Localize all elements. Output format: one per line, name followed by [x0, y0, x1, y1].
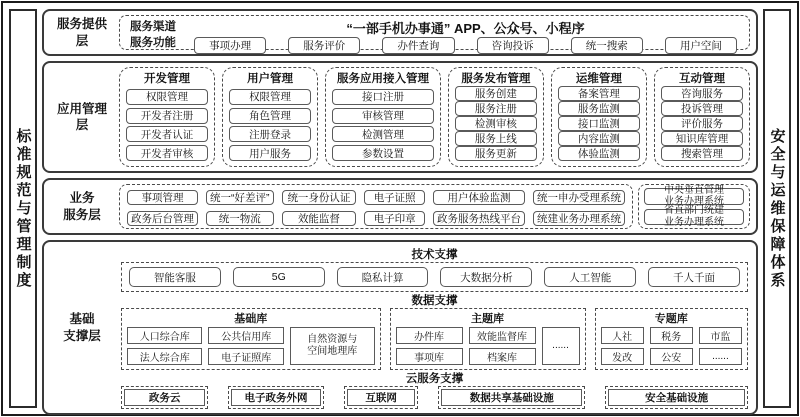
layer-foundation-support — [42, 240, 758, 415]
app-item-box: 开发者认证 — [126, 126, 208, 142]
diagram-frame — [1, 1, 799, 416]
app-column-ops — [551, 67, 647, 167]
app-item-box: 服务监测 — [558, 101, 640, 116]
business-item-box: 电子证照 — [364, 190, 425, 205]
app-item-box: 评价服务 — [661, 116, 743, 131]
app-column-access — [325, 67, 441, 167]
service-function-box: 服务评价 — [288, 37, 360, 54]
db-cell: ...... — [699, 348, 742, 365]
cloud-support-title: 云服务支撑 — [405, 373, 464, 385]
diagram-main — [42, 9, 758, 408]
tech-item-box: 智能客服 — [129, 267, 221, 287]
app-column-publish — [448, 67, 544, 167]
tech-item-box: 千人千面 — [648, 267, 740, 287]
service-function-box: 事项办理 — [194, 37, 266, 54]
cloud-item-box: 电子政务外网 — [228, 386, 324, 409]
app-item-box: 检测审核 — [455, 116, 537, 131]
app-item-box: 审核管理 — [332, 108, 434, 124]
business-item-box: 事项管理 — [127, 190, 198, 205]
app-column-interaction — [654, 67, 750, 167]
app-item-box: 服务上线 — [455, 131, 537, 146]
business-item-box: 统一申办受理系统 — [533, 190, 625, 205]
app-item-box: 服务注册 — [455, 101, 537, 116]
theme-library-group — [390, 308, 586, 370]
app-item-box: 权限管理 — [126, 89, 208, 105]
business-item-box: 统一“好差评” — [206, 190, 274, 205]
business-item-box: 用户体验监测 — [433, 190, 525, 205]
app-item-box: 内容监测 — [558, 131, 640, 146]
external-system-box: 省直部门统建 业务办理系统 — [644, 209, 744, 226]
db-cell: 法人综合库 — [127, 348, 202, 365]
layer-label: 基础 支撑层 — [63, 312, 101, 343]
column-title: 运维管理 — [575, 73, 622, 85]
service-function-box: 咨询投诉 — [477, 37, 549, 54]
app-item-box: 服务更新 — [455, 146, 537, 161]
layer-label: 应用管理 层 — [56, 101, 107, 132]
cloud-item-box: 互联网 — [344, 386, 418, 409]
service-function-row — [190, 37, 741, 54]
business-item-box: 统一物流 — [206, 211, 274, 226]
business-item-box: 政务服务热线平台 — [433, 211, 525, 226]
app-item-box: 开发者注册 — [126, 108, 208, 124]
db-cell: 人口综合库 — [127, 327, 202, 344]
tech-support-row — [121, 262, 748, 292]
service-channel-label: 服务渠道 — [130, 21, 176, 33]
app-columns — [119, 67, 750, 167]
business-item-box: 电子印章 — [364, 211, 425, 226]
db-cell: 电子证照库 — [208, 348, 283, 365]
app-item-box: 咨询服务 — [661, 86, 743, 101]
db-cell: 办件库 — [396, 327, 463, 344]
group-title: 基础库 — [234, 313, 268, 325]
app-item-box: 权限管理 — [229, 89, 311, 105]
service-function-box: 统一搜索 — [571, 37, 643, 54]
tech-item-box: 5G — [233, 267, 325, 287]
basic-library-group — [121, 308, 381, 370]
service-function-box: 办件查询 — [382, 37, 454, 54]
business-grid — [119, 184, 633, 229]
layer-label: 业务 服务层 — [63, 191, 101, 222]
column-title: 服务应用接入管理 — [336, 73, 429, 85]
business-item-box: 统一身份认证 — [282, 190, 357, 205]
db-cell: 事项库 — [396, 348, 463, 365]
cloud-item-box: 安全基础设施 — [605, 386, 748, 409]
service-function-label: 服务功能 — [130, 37, 176, 49]
app-item-box: 接口监测 — [558, 116, 640, 131]
db-cell: 档案库 — [469, 348, 536, 365]
app-item-box: 知识库管理 — [661, 131, 743, 146]
right-pillar — [763, 9, 791, 408]
right-pillar-label: 安全与运维保障体系 — [768, 127, 786, 290]
app-item-box: 接口注册 — [332, 89, 434, 105]
db-cell: 公安 — [650, 348, 693, 365]
db-cell: 人社 — [601, 327, 644, 344]
app-item-box: 体验监测 — [558, 146, 640, 161]
layer-service-provision — [42, 9, 758, 56]
db-cell-tall: 自然资源与 空间地理库 — [290, 327, 375, 365]
column-title: 互动管理 — [678, 73, 725, 85]
business-item-box: 政务后台管理 — [127, 211, 198, 226]
app-item-box: 备案管理 — [558, 86, 640, 101]
app-column-dev — [119, 67, 215, 167]
app-item-box: 注册登录 — [229, 126, 311, 142]
app-item-box: 搜索管理 — [661, 146, 743, 161]
foundation-content — [119, 246, 750, 409]
layer-label: 服务提供 层 — [56, 17, 107, 48]
left-pillar — [9, 9, 37, 408]
cloud-item-box: 政务云 — [121, 386, 208, 409]
special-library-group — [595, 308, 748, 370]
app-channels-title: “一部手机办事通” APP、公众号、小程序 — [346, 21, 585, 36]
group-title: 主题库 — [471, 313, 505, 325]
app-item-box: 角色管理 — [229, 108, 311, 124]
app-item-box: 用户服务 — [229, 145, 311, 161]
db-cell: 市监 — [699, 327, 742, 344]
tech-item-box: 大数据分析 — [440, 267, 532, 287]
app-item-box: 投诉管理 — [661, 101, 743, 116]
data-support-title: 数据支撑 — [411, 295, 458, 307]
left-pillar-label: 标准规范与管理制度 — [14, 127, 32, 290]
db-cell-more: ...... — [542, 327, 580, 365]
db-cell: 公共信用库 — [208, 327, 283, 344]
service-content-box — [119, 15, 750, 50]
cloud-support-row — [121, 386, 748, 409]
app-column-user — [222, 67, 318, 167]
db-cell: 税务 — [650, 327, 693, 344]
group-title: 专题库 — [654, 313, 688, 325]
tech-support-title: 技术支撑 — [411, 249, 458, 261]
app-item-box: 开发者审核 — [126, 145, 208, 161]
tech-item-box: 人工智能 — [544, 267, 636, 287]
service-right — [190, 18, 741, 52]
app-item-box: 检测管理 — [332, 126, 434, 142]
service-function-box: 用户空间 — [665, 37, 737, 54]
layer-business-service — [42, 178, 758, 235]
external-system-box: 中央垂直管理 业务办理系统 — [644, 188, 744, 205]
external-systems-box — [638, 184, 750, 229]
data-support-row — [121, 308, 748, 370]
db-cell: 发改 — [601, 348, 644, 365]
tech-item-box: 隐私计算 — [337, 267, 429, 287]
column-title: 服务发布管理 — [461, 73, 531, 85]
app-item-box: 参数设置 — [332, 145, 434, 161]
column-title: 用户管理 — [247, 73, 294, 85]
business-item-box: 效能监督 — [282, 211, 357, 226]
service-row-labels — [130, 18, 176, 49]
app-item-box: 服务创建 — [455, 86, 537, 101]
business-item-box: 统建业务办理系统 — [533, 211, 625, 226]
db-cell: 效能监督库 — [469, 327, 536, 344]
cloud-item-box: 数据共享基础设施 — [438, 386, 585, 409]
column-title: 开发管理 — [144, 73, 191, 85]
layer-application-management — [42, 61, 758, 173]
